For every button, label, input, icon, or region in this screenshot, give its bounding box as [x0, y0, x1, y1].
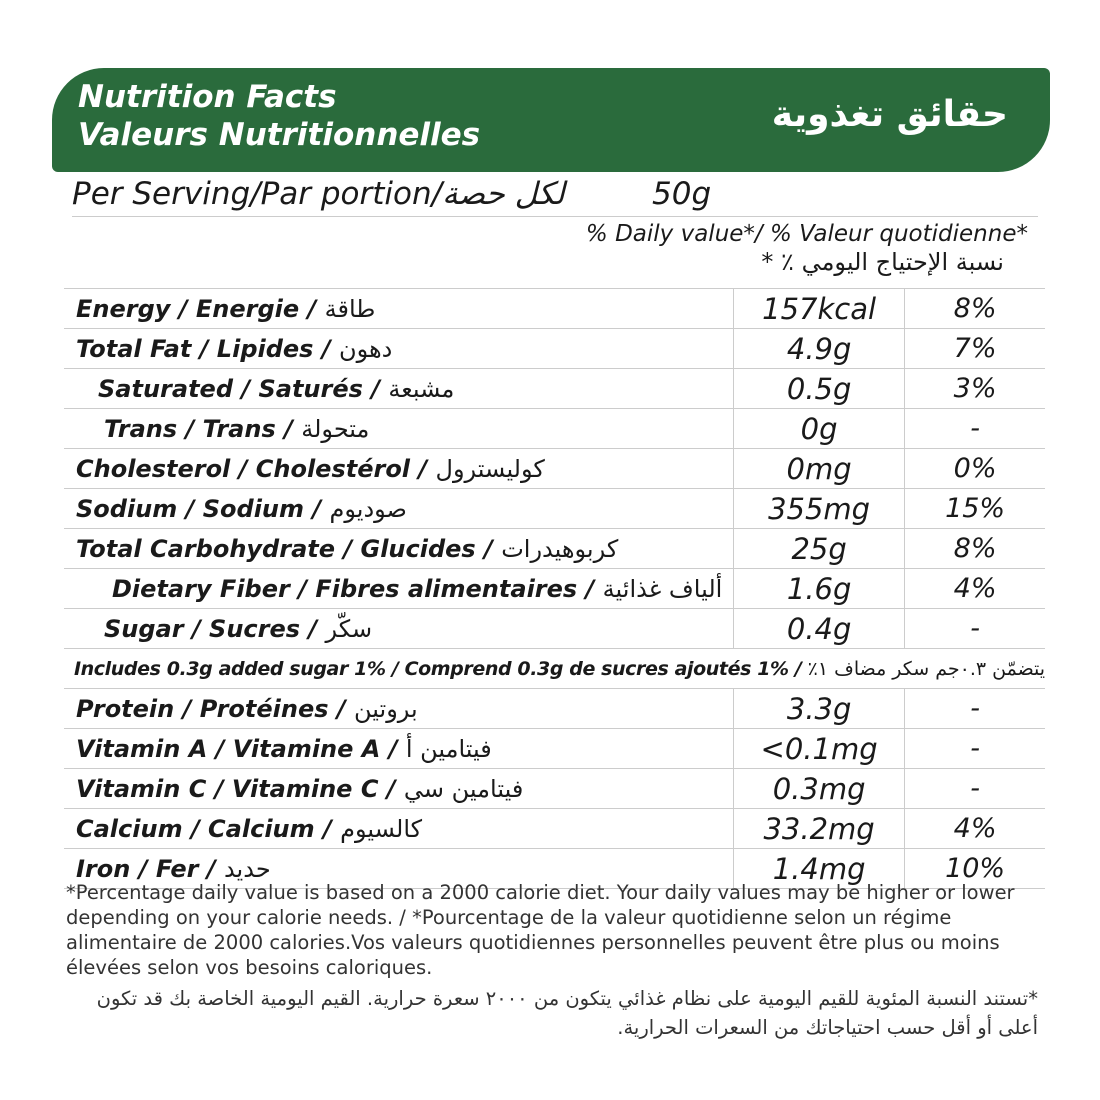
- nutrient-name: [64, 449, 734, 489]
- serving-amount: 50g: [652, 176, 712, 212]
- nutrient-label-arabic: بروتين: [354, 694, 418, 723]
- nutrient-name: [64, 369, 734, 409]
- nutrient-amount: 0.4g: [734, 609, 905, 649]
- nutrient-name: [64, 809, 734, 849]
- table-row-cholesterol: [64, 449, 1045, 489]
- nutrient-label-arabic: كالسيوم: [340, 814, 423, 843]
- nutrient-amount: 0.5g: [734, 369, 905, 409]
- title-arabic: حقائق تغذوية: [771, 94, 1008, 135]
- nutrient-name: [64, 409, 734, 449]
- table-row-trans: [64, 409, 1045, 449]
- table-row-calcium: [64, 809, 1045, 849]
- nutrient-percent: 15%: [905, 489, 1046, 529]
- nutrient-amount: 355mg: [734, 489, 905, 529]
- nutrient-name: [64, 689, 734, 729]
- nutrient-amount: 1.6g: [734, 569, 905, 609]
- table-row-vitamin-a: [64, 729, 1045, 769]
- nutrient-name: [64, 769, 734, 809]
- table-row-vitamin-c: [64, 769, 1045, 809]
- daily-value-header: [586, 220, 1028, 276]
- nutrient-name: [64, 329, 734, 369]
- nutrient-name: [64, 609, 734, 649]
- serving-line: [72, 176, 1038, 217]
- nutrient-label-arabic: فيتامين أ: [405, 734, 492, 763]
- nutrient-label: Trans / Trans /: [104, 414, 302, 443]
- serving-label: [72, 176, 565, 212]
- nutrient-label: Saturated / Saturés /: [98, 374, 389, 403]
- nutrient-amount: 0mg: [734, 449, 905, 489]
- table-row-sodium: [64, 489, 1045, 529]
- title-english: Nutrition Facts: [78, 79, 337, 115]
- table-row-dietary-fiber: [64, 569, 1045, 609]
- footnote-arabic: *تستند النسبة المئوية للقيم اليومية على نظام غذائي يتكون من ٢٠٠٠ سعرة حرارية. القيم اليومية الخاصة بك قد تكون أعلى أو أقل حسب احتياجاتك من السعرات الحرارية.: [96, 987, 1038, 1039]
- nutrient-percent: 0%: [905, 449, 1046, 489]
- nutrient-label: Energy / Energie /: [76, 294, 325, 323]
- nutrient-label-arabic: متحولة: [301, 414, 370, 443]
- table-row-protein: [64, 689, 1045, 729]
- added-sugar-text-arabic: يتضمّن ٠.٣جم سكر مضاف ١٪: [807, 657, 1046, 680]
- nutrient-label-arabic: كوليسترول: [435, 454, 545, 483]
- nutrient-amount: 0g: [734, 409, 905, 449]
- daily-value-label: % Daily value*/ % Valeur quotidienne*: [585, 221, 1028, 247]
- nutrient-name: [64, 529, 734, 569]
- table-row-energy: [64, 289, 1045, 329]
- header-banner: [52, 68, 1050, 172]
- nutrient-name: [64, 489, 734, 529]
- nutrient-percent: -: [905, 689, 1046, 729]
- nutrient-amount: <0.1mg: [734, 729, 905, 769]
- nutrient-label: Vitamin A / Vitamine A /: [76, 734, 406, 763]
- nutrient-label: Total Carbohydrate / Glucides /: [76, 534, 502, 563]
- nutrient-percent: 3%: [905, 369, 1046, 409]
- table-row-sugar: [64, 609, 1045, 649]
- serving-label-arabic: لكل حصة: [442, 176, 565, 212]
- nutrient-label-arabic: مشبعة: [388, 374, 455, 403]
- nutrient-percent: -: [905, 609, 1046, 649]
- nutrient-name: [64, 289, 734, 329]
- nutrient-label: Iron / Fer /: [76, 854, 224, 883]
- nutrient-label-arabic: حديد: [223, 854, 271, 883]
- nutrient-percent: 4%: [905, 569, 1046, 609]
- nutrient-label: Vitamin C / Vitamine C /: [76, 774, 404, 803]
- nutrient-percent: 8%: [905, 529, 1046, 569]
- nutrient-amount: 1.4mg: [734, 849, 905, 889]
- daily-value-label-arabic: نسبة الإحتياج اليومي ٪ *: [761, 248, 1004, 276]
- table-row-total-carbohydrate: [64, 529, 1045, 569]
- nutrient-label-arabic: طاقة: [324, 294, 376, 323]
- nutrient-percent: -: [905, 729, 1046, 769]
- table-row-saturated: [64, 369, 1045, 409]
- nutrient-percent: 8%: [905, 289, 1046, 329]
- nutrient-label: Protein / Protéines /: [76, 694, 354, 723]
- nutrient-percent: -: [905, 769, 1046, 809]
- serving-label-text: Per Serving/Par portion/: [72, 176, 443, 212]
- nutrient-amount: 157kcal: [734, 289, 905, 329]
- nutrient-label: Cholesterol / Cholestérol /: [76, 454, 436, 483]
- nutrient-name: [64, 569, 734, 609]
- nutrient-label-arabic: كربوهيدرات: [501, 534, 619, 563]
- nutrient-percent: 7%: [905, 329, 1046, 369]
- nutrient-amount: 33.2mg: [734, 809, 905, 849]
- nutrient-label: Sugar / Sucres /: [104, 614, 326, 643]
- nutrient-label: Sodium / Sodium /: [76, 494, 330, 523]
- nutrient-amount: 0.3mg: [734, 769, 905, 809]
- added-sugar-text: Includes 0.3g added sugar 1% / Comprend 0.3g de sucres ajoutés 1% /: [74, 657, 808, 680]
- footnote-en-fr: *Percentage daily value is based on a 2000 calorie diet. Your daily values may be higher or lower depending on your calorie needs. / *Pourcentage de la valeur quotidienne selon un régime alimentaire de 2000 calories.Vos valeurs quotidiennes personnelles peuvent être plus ou moins élevées selon vos besoins caloriques.: [66, 881, 1015, 979]
- nutrient-label-arabic: دهون: [338, 334, 393, 363]
- nutrient-label-arabic: فيتامين سي: [403, 774, 524, 803]
- nutrient-label-arabic: سكّر: [325, 614, 373, 643]
- nutrient-label: Total Fat / Lipides /: [76, 334, 339, 363]
- added-sugar-note: [64, 649, 1045, 689]
- nutrient-name: [64, 729, 734, 769]
- table-row-added-sugar: [64, 649, 1045, 689]
- table-row-total-fat: [64, 329, 1045, 369]
- nutrient-percent: 4%: [905, 809, 1046, 849]
- nutrient-label: Calcium / Calcium /: [76, 814, 341, 843]
- nutrient-amount: 4.9g: [734, 329, 905, 369]
- nutrient-label: Dietary Fiber / Fibres alimentaires /: [112, 574, 603, 603]
- nutrient-amount: 25g: [734, 529, 905, 569]
- nutrient-percent: 10%: [905, 849, 1046, 889]
- nutrient-label-arabic: ألياف غذائية: [602, 574, 723, 603]
- nutrient-percent: -: [905, 409, 1046, 449]
- nutrition-table: [64, 288, 1045, 889]
- nutrient-amount: 3.3g: [734, 689, 905, 729]
- header-titles: [78, 78, 480, 154]
- title-french: Valeurs Nutritionnelles: [78, 117, 481, 153]
- nutrient-label-arabic: صوديوم: [329, 494, 407, 523]
